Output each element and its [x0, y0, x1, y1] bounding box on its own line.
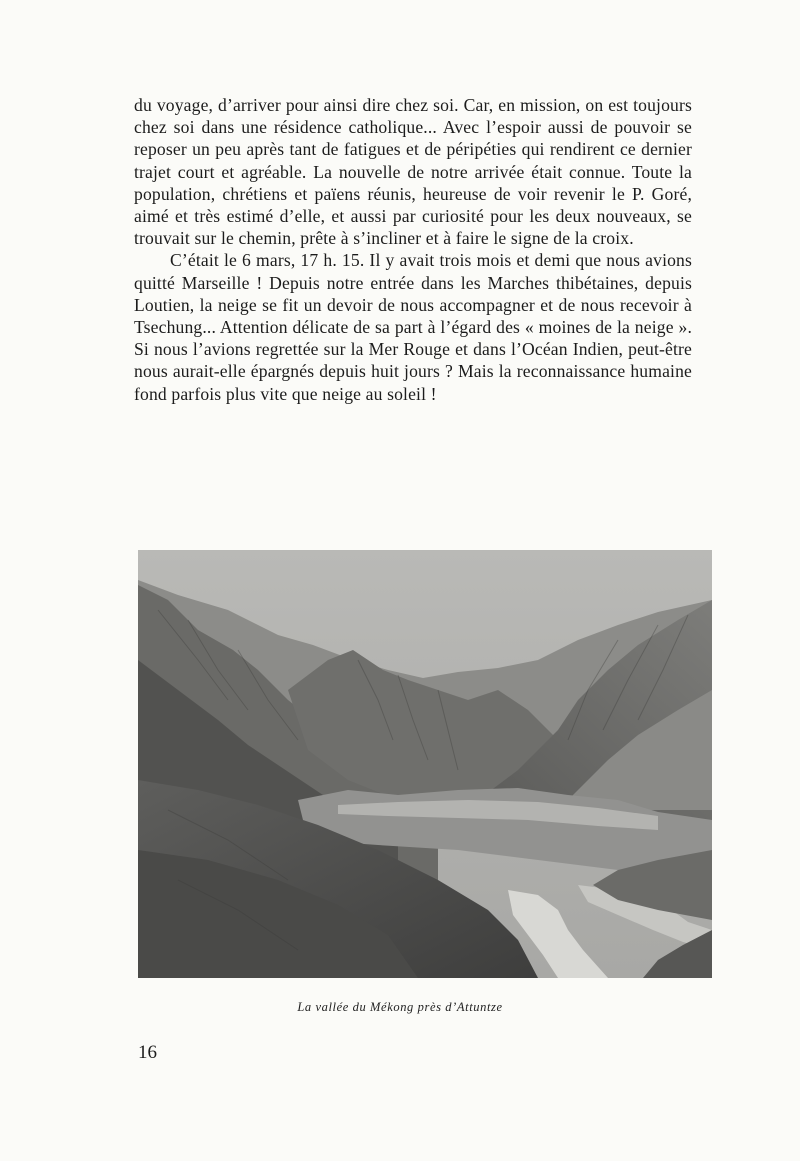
page-number: 16 — [138, 1042, 157, 1063]
body-text — [134, 94, 692, 405]
mekong-valley-photo — [138, 550, 712, 978]
photo-caption: La vallée du Mékong près d’Attuntze — [297, 1000, 503, 1014]
paragraph: C’était le 6 mars, 17 h. 15. Il y avait trois mois et demi que nous avions quitté Marseille ! Depuis notre entrée dans les Marches thibétaines, depuis Loutien, la neige se fit un devoir de nous accompagner et de nous recevoir à Tsechung... Attention délicate de sa part à l’égard des « moines de la neige ». Si nous l’avions regrettée sur la Mer Rouge et dans l’Océan Indien, peut-être nous aurait-elle épargnés depuis huit jours ? Mais la reconnaissance humaine fond parfois plus vite que neige au soleil ! — [134, 250, 692, 404]
paragraph-continued: du voyage, d’arriver pour ainsi dire chez soi. Car, en mission, on est toujours chez soi dans une résidence catholique... Avec l’espoir aussi de pouvoir se reposer un peu après tant de fatigues et de péripéties qui rendirent ce dernier trajet court et agréable. La nouvelle de notre arrivée était connue. Toute la population, chrétiens et païens réunis, heureuse de voir revenir le P. Goré, aimé et très estimé d’elle, et aussi par curiosité pour les deux nouveaux, se trouvait sur le chemin, prête à s’incliner et à faire le signe de la croix. — [134, 95, 692, 249]
